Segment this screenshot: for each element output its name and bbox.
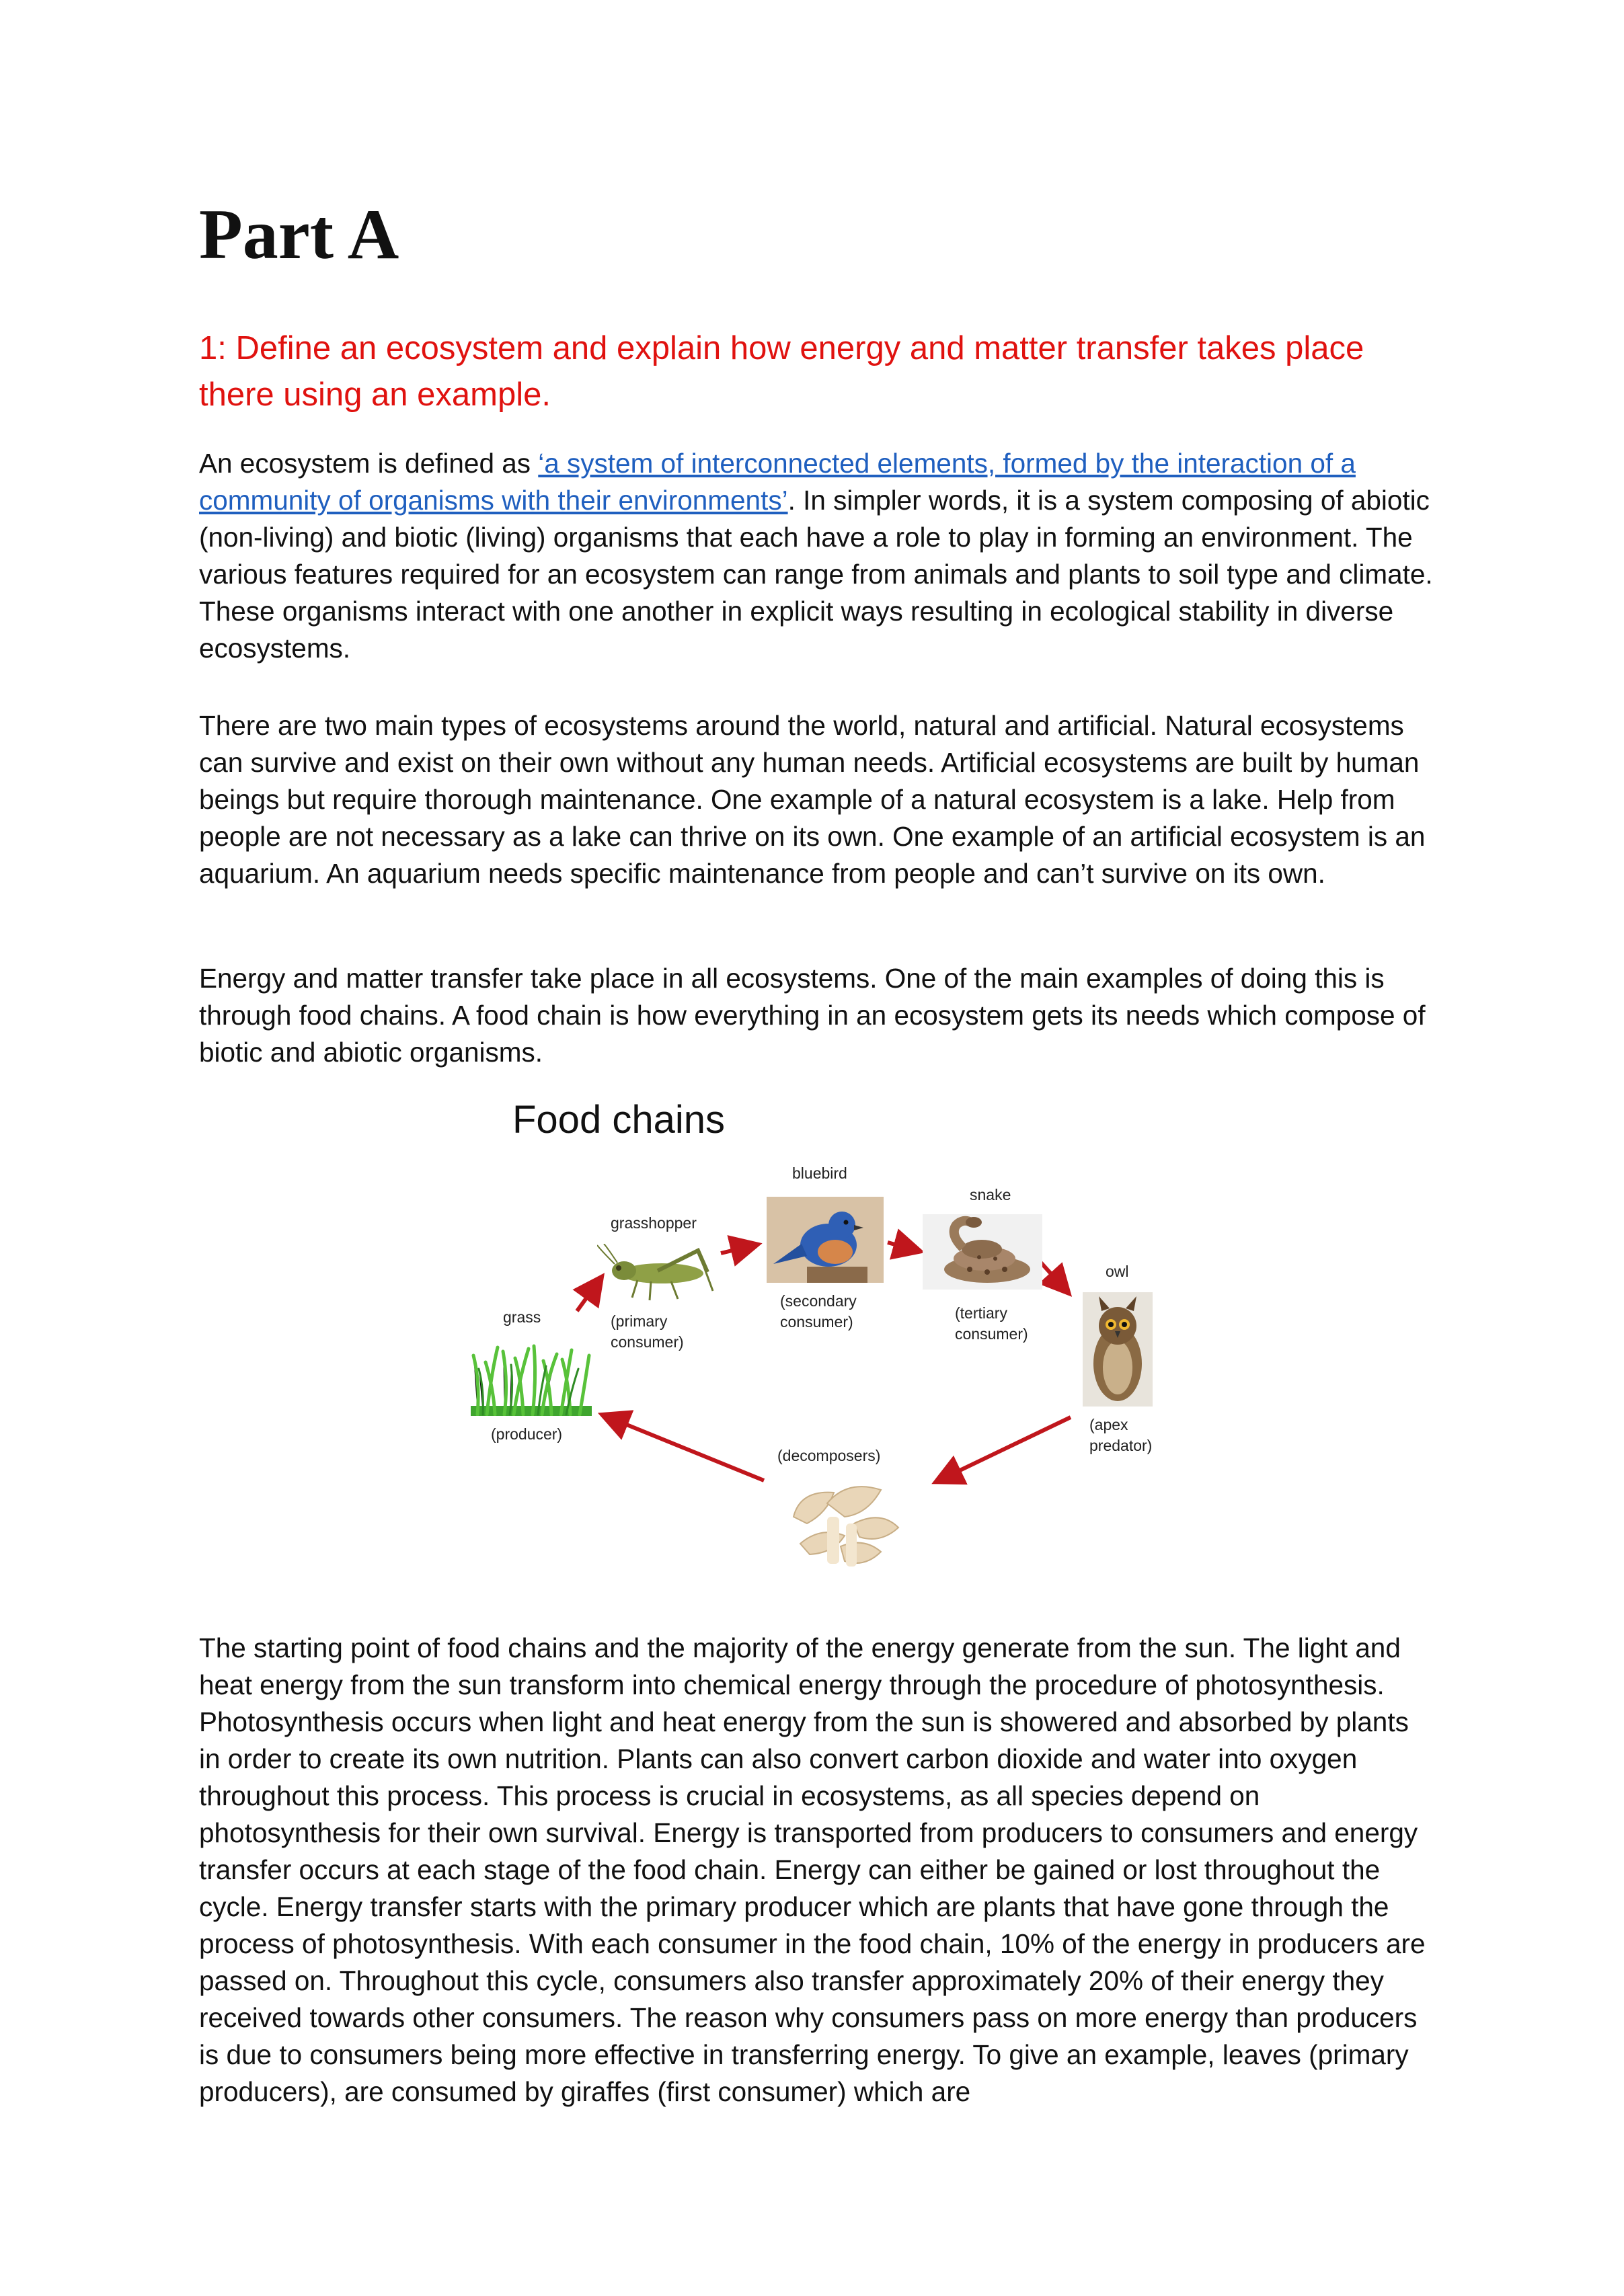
paragraph-definition-lead: An ecosystem is defined as bbox=[199, 448, 539, 479]
arrow-owl-to-decomposers bbox=[939, 1417, 1071, 1480]
owl-role-label: (apex predator) bbox=[1089, 1416, 1153, 1454]
grasshopper-role-label: (primary consumer) bbox=[611, 1312, 684, 1351]
snake-role-label: (tertiary consumer) bbox=[955, 1304, 1028, 1343]
owl-image bbox=[1083, 1292, 1153, 1407]
question-heading: 1: Define an ecosystem and explain how energy and matter transfer takes place there using an example. bbox=[199, 330, 1364, 413]
arrow-snake-to-owl bbox=[1041, 1263, 1067, 1291]
arrow-bluebird-to-snake bbox=[888, 1242, 917, 1251]
mushroom-image bbox=[780, 1476, 901, 1577]
owl-label: owl bbox=[1106, 1263, 1129, 1280]
paragraph-definition-rest: . In simpler words, it is a system composing of abiotic (non-living) and biotic (living) organisms that each have a role to play in forming an environment. The various features required for an ecosystem can range from animals and plants to soil type and climate. These organisms interact with one another in explicit ways resulting in ecological stability in diverse ecosystems. bbox=[199, 485, 1433, 664]
page-title: Part A bbox=[199, 195, 399, 274]
definition-link[interactable]: ‘a system of interconnected elements, formed by the interaction of a community of organisms with their environments’ bbox=[199, 448, 1356, 516]
snake-image bbox=[923, 1214, 1042, 1290]
paragraph-definition bbox=[199, 445, 1436, 667]
bluebird-label: bluebird bbox=[792, 1164, 847, 1182]
diagram-title: Food chains bbox=[512, 1098, 725, 1142]
arrow-decomposers-to-grass bbox=[605, 1416, 764, 1480]
grasshopper-image bbox=[597, 1244, 718, 1304]
paragraph-energy-transfer: Energy and matter transfer take place in all ecosystems. One of the main examples of doing this is through food chains. A food chain is how everything in an ecosystem gets its needs which compose of biotic and abiotic organisms. bbox=[199, 963, 1426, 1068]
paragraph-photosynthesis: The starting point of food chains and the majority of the energy generate from the sun. The light and heat energy from the sun transform into chemical energy through the procedure of photosynthesis. Photosynthesis occurs when light and heat energy from the sun is showered and absorbed by plants in order to create its own nutrition. Plants can also convert carbon dioxide and water into oxygen throughout this process. This process is crucial in ecosystems, as all species depend on photosynthesis for their own survival. Energy is transported from producers to consumers and energy transfer occurs at each stage of the food chain. Energy can either be gained or lost throughout the cycle. Energy transfer starts with the primary producer which are plants that have gone through the process of photosynthesis. With each consumer in the food chain, 10% of the energy in producers are passed on. Throughout this cycle, consumers also transfer approximately 20% of their energy they received towards other consumers. The reason why consumers pass on more energy than producers is due to consumers being more effective in transferring energy. To give an example, leaves (primary producers), are consumed by giraffes (first consumer) which are bbox=[199, 1632, 1426, 2107]
food-chain-diagram bbox=[457, 1089, 1197, 1600]
decomposers-label: (decomposers) bbox=[777, 1447, 881, 1464]
grasshopper-label: grasshopper bbox=[611, 1214, 697, 1232]
bluebird-image bbox=[767, 1197, 884, 1283]
arrow-grasshopper-to-bluebird bbox=[721, 1245, 755, 1253]
grass-label: grass bbox=[503, 1308, 541, 1326]
bluebird-role-label: (secondary consumer) bbox=[780, 1292, 857, 1331]
grass-role-label: (producer) bbox=[491, 1425, 563, 1443]
paragraph-ecosystem-types: There are two main types of ecosystems around the world, natural and artificial. Natural ecosystems can survive and exist on their own without any human needs. Artificial ecosystems are built by human beings but require thorough maintenance. One example of a natural ecosystem is a lake. Help from people are not necessary as a lake can thrive on its own. One example of an artificial ecosystem is an aquarium. An aquarium needs specific maintenance from people and can’t survive on its own. bbox=[199, 710, 1426, 889]
arrow-grass-to-grasshopper bbox=[577, 1279, 600, 1311]
snake-label: snake bbox=[970, 1186, 1011, 1203]
grass-image bbox=[471, 1342, 592, 1416]
